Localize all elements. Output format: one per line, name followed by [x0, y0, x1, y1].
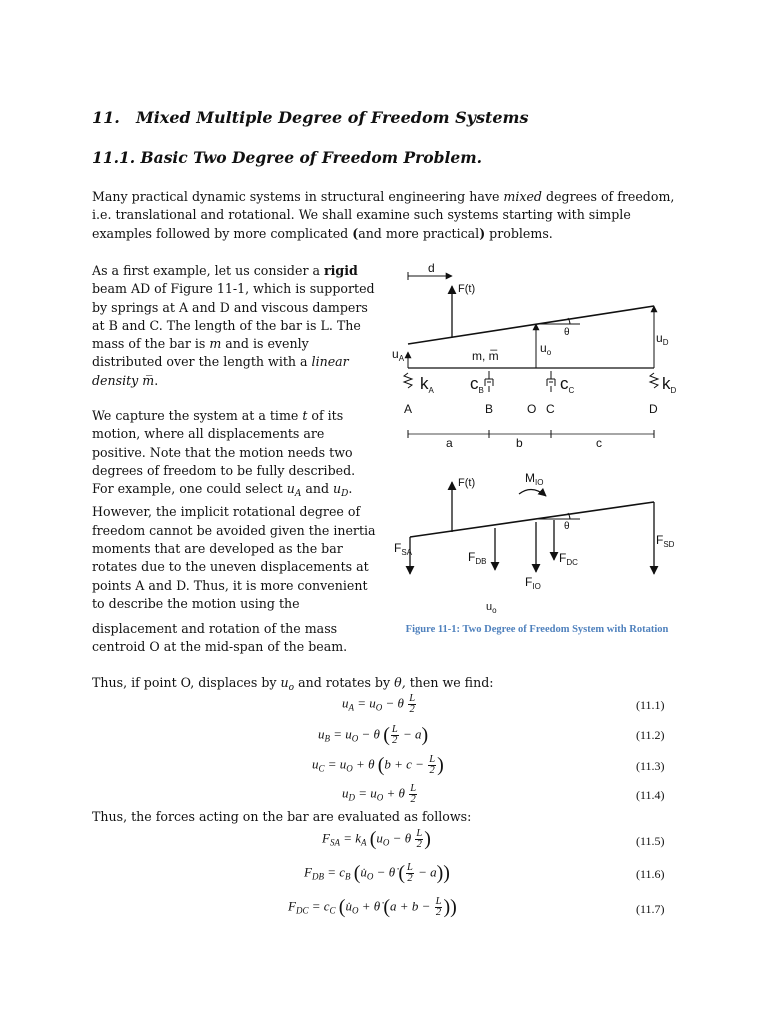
label-d: d	[428, 261, 435, 275]
eqno-11-3: (11.3)	[636, 759, 665, 773]
dim-b: b	[516, 436, 523, 450]
label-FSD: $F_{SD}$	[656, 533, 675, 549]
point-D: D	[649, 402, 658, 416]
label-FDC: $F_{DC}$	[559, 551, 578, 567]
equation-11-7: $F_{DC} = c_C$ ($u̇_O$ + θ̇ (a + b − $\frac{L}{2}$ ))	[288, 896, 457, 918]
label-uo-bottom: $u_o$	[486, 601, 497, 615]
label-mass: m, m̅	[472, 349, 499, 363]
intro-paragraph: Many practical dynamic systems in structural engineering have mixed degrees of freedom, i.e. translational and rotational. We shall examine such systems starting with simple examples followed by more complicated (and more practical) problems.	[92, 189, 675, 241]
label-uo-top: $u_o$	[540, 341, 552, 357]
point-O: O	[527, 402, 537, 416]
label-cC: $c_C$	[560, 374, 575, 395]
point-B: B	[485, 402, 494, 416]
label-cB: $c_B$	[470, 374, 484, 395]
figure-11-1	[384, 256, 684, 626]
label-FDB: $F_{DB}$	[468, 550, 487, 566]
point-A: A	[404, 402, 413, 416]
label-kD: $k_D$	[662, 374, 677, 395]
dim-c: c	[596, 436, 602, 450]
label-uA: $u_A$	[392, 347, 405, 363]
equation-11-6: $F_{DB} = c_B$ ($u̇_O$ − θ̇ ( $\frac{L}{2}$ − a))	[304, 862, 450, 884]
label-uD: $u_D$	[656, 331, 669, 347]
figure-caption: Figure 11-1: Two Degree of Freedom System with Rotation	[405, 624, 669, 635]
eqno-11-4: (11.4)	[636, 788, 665, 802]
chapter-heading	[92, 108, 529, 127]
label-FIO: $F_{IO}$	[525, 575, 541, 591]
chapter-title: Mixed Multiple Degree of Freedom Systems	[136, 108, 529, 127]
capture-paragraph: We capture the system at a time t of its motion, where all displacements are positive. Note that the motion needs two degrees of freedom to be fully described. For example, one could select $u_A$ and $u_D$. However, the implicit rotational degree of freedom cannot be avoided given the inertia moments that are developed as the bar rotates due to the uneven displacements at points A and D. Thus, it is more convenient to describe the motion using the	[92, 408, 376, 611]
continuation-paragraph: displacement and rotation of the mass centroid O at the mid-span of the beam.	[92, 621, 348, 655]
thus-paragraph-2: Thus, the forces acting on the bar are evaluated as follows:	[92, 809, 472, 824]
thus-paragraph-1: Thus, if point O, displaces by $u_o$ and rotates by θ, then we find:	[92, 675, 494, 693]
label-force-top: F(t)	[458, 283, 476, 295]
equation-11-5: $F_{SA} = k_A$ ($u_O - \theta$ $\frac{L}{2}$ )	[322, 828, 431, 850]
eqno-11-7: (11.7)	[636, 902, 665, 916]
eqno-11-6: (11.6)	[636, 867, 665, 881]
label-kA: $k_A$	[420, 374, 434, 395]
chapter-number: 11.	[92, 108, 120, 127]
free-body-diagram	[410, 482, 654, 574]
label-theta-bottom: θ	[564, 521, 570, 532]
equation-11-3: $u_C = u_O + \theta$ (b + c − $\frac{L}{2}$ )	[312, 754, 444, 776]
eqno-11-5: (11.5)	[636, 834, 665, 848]
equation-11-1: $u_A = u_O - \theta$ $\frac{L}{2}$	[342, 693, 416, 715]
eqno-11-2: (11.2)	[636, 728, 665, 742]
eqno-11-1: (11.1)	[636, 698, 665, 712]
label-FSA: $F_{SA}$	[394, 541, 413, 557]
equation-11-4: $u_D = u_O + \theta$ $\frac{L}{2}$	[342, 783, 417, 805]
label-MIO: $M_{IO}$	[525, 471, 544, 487]
dim-a: a	[446, 436, 453, 450]
section-heading: 11.1. Basic Two Degree of Freedom Problem.	[92, 148, 483, 167]
equation-11-2: $u_B = u_O - \theta$ ( $\frac{L}{2}$ − a)	[318, 724, 429, 746]
label-theta-top: θ	[564, 327, 570, 338]
label-force-bottom: F(t)	[458, 477, 476, 489]
first-example-paragraph: As a first example, let us consider a rigid beam AD of Figure 11-1, which is supported by springs at A and D and viscous dampers at B and C. The length of the bar is L. The mass of the bar is m and is evenly distributed over the length with a linear density m̅.	[92, 263, 375, 388]
point-C: C	[546, 402, 555, 416]
